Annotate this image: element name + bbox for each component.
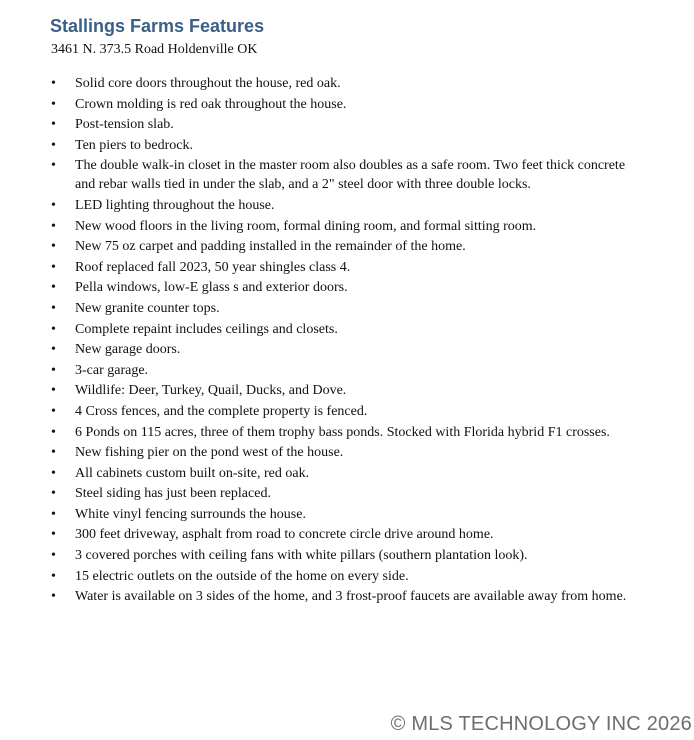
bullet-icon: •: [51, 117, 56, 133]
bullet-icon: •: [51, 259, 56, 275]
bullet-icon: •: [51, 300, 56, 316]
bullet-icon: •: [51, 445, 56, 461]
feature-item: [50, 95, 630, 114]
feature-text: White vinyl fencing surrounds the house.: [75, 506, 306, 522]
document-title: Stallings Farms Features: [50, 16, 265, 36]
feature-item: [50, 402, 630, 421]
feature-item: [50, 320, 630, 339]
feature-text: Water is available on 3 sides of the home, and 3 frost-proof faucets are available away from home.: [75, 589, 627, 605]
feature-text: 15 electric outlets on the outside of the home on every side.: [75, 568, 409, 584]
bullet-icon: •: [51, 280, 56, 296]
feature-text: All cabinets custom built on-site, red oak.: [75, 465, 310, 481]
feature-item: [50, 464, 630, 483]
feature-text: 3 covered porches with ceiling fans with white pillars (southern plantation look).: [75, 548, 528, 564]
feature-text: 4 Cross fences, and the complete property is fenced.: [75, 403, 368, 419]
feature-item: [50, 546, 630, 565]
bullet-icon: •: [51, 383, 56, 399]
feature-text: Ten piers to bedrock.: [75, 137, 193, 153]
bullet-icon: •: [51, 568, 56, 584]
feature-item: [50, 156, 630, 194]
feature-item: [50, 136, 630, 155]
bullet-icon: •: [51, 424, 56, 440]
feature-text: New fishing pier on the pond west of the house.: [75, 445, 344, 461]
feature-text: 300 feet driveway, asphalt from road to concrete circle drive around home.: [75, 527, 494, 543]
bullet-icon: •: [51, 362, 56, 378]
bullet-icon: •: [51, 506, 56, 522]
property-address: 3461 N. 373.5 Road Holdenville OK: [51, 42, 258, 57]
feature-item: [50, 505, 630, 524]
feature-item: [50, 340, 630, 359]
bullet-icon: •: [51, 158, 56, 174]
feature-text: Roof replaced fall 2023, 50 year shingles class 4.: [75, 259, 351, 275]
feature-text: LED lighting throughout the house.: [75, 197, 275, 213]
feature-item: [50, 196, 630, 215]
feature-text: 6 Ponds on 115 acres, three of them trophy bass ponds. Stocked with Florida hybrid F1 crosses.: [75, 424, 610, 440]
feature-text: 3-car garage.: [75, 362, 149, 378]
feature-item: [50, 587, 630, 606]
feature-document: [50, 14, 630, 608]
bullet-icon: •: [51, 527, 56, 543]
feature-item: [50, 278, 630, 297]
bullet-icon: •: [51, 403, 56, 419]
feature-item: [50, 115, 630, 134]
bullet-icon: •: [51, 486, 56, 502]
feature-text: The double walk-in closet in the master room also doubles as a safe room. Two feet thick concrete and rebar walls tied in under the slab, and a 2" steel door with three double locks.: [75, 158, 626, 193]
bullet-icon: •: [51, 137, 56, 153]
feature-text: Wildlife: Deer, Turkey, Quail, Ducks, and Dove.: [75, 383, 347, 399]
feature-text: New 75 oz carpet and padding installed in the remainder of the home.: [75, 239, 466, 255]
feature-item: [50, 381, 630, 400]
bullet-icon: •: [51, 76, 56, 91]
feature-item: [50, 217, 630, 236]
copyright-watermark: © MLS TECHNOLOGY INC 2026: [390, 713, 692, 735]
feature-item: [50, 74, 630, 93]
bullet-icon: •: [51, 465, 56, 481]
bullet-icon: •: [51, 218, 56, 234]
feature-item: [50, 484, 630, 503]
bullet-icon: •: [51, 96, 56, 112]
feature-text: New garage doors.: [75, 342, 181, 358]
feature-item: [50, 443, 630, 462]
feature-text: Solid core doors throughout the house, red oak.: [75, 76, 341, 91]
feature-item: [50, 567, 630, 586]
feature-text: New granite counter tops.: [75, 300, 220, 316]
bullet-icon: •: [51, 239, 56, 255]
bullet-icon: •: [51, 342, 56, 358]
bullet-icon: •: [51, 589, 56, 605]
feature-text: Pella windows, low-E glass s and exterior doors.: [75, 280, 348, 296]
feature-text: Steel siding has just been replaced.: [75, 486, 271, 502]
feature-item: [50, 361, 630, 380]
bullet-icon: •: [51, 197, 56, 213]
bullet-icon: •: [51, 548, 56, 564]
feature-text: Crown molding is red oak throughout the house.: [75, 96, 347, 112]
feature-list: [50, 74, 630, 606]
feature-item: [50, 423, 630, 442]
feature-item: [50, 525, 630, 544]
feature-text: Complete repaint includes ceilings and closets.: [75, 321, 338, 337]
feature-item: [50, 237, 630, 256]
feature-item: [50, 299, 630, 318]
feature-text: Post-tension slab.: [75, 117, 174, 133]
feature-text: New wood floors in the living room, formal dining room, and formal sitting room.: [75, 218, 537, 234]
feature-item: [50, 258, 630, 277]
bullet-icon: •: [51, 321, 56, 337]
